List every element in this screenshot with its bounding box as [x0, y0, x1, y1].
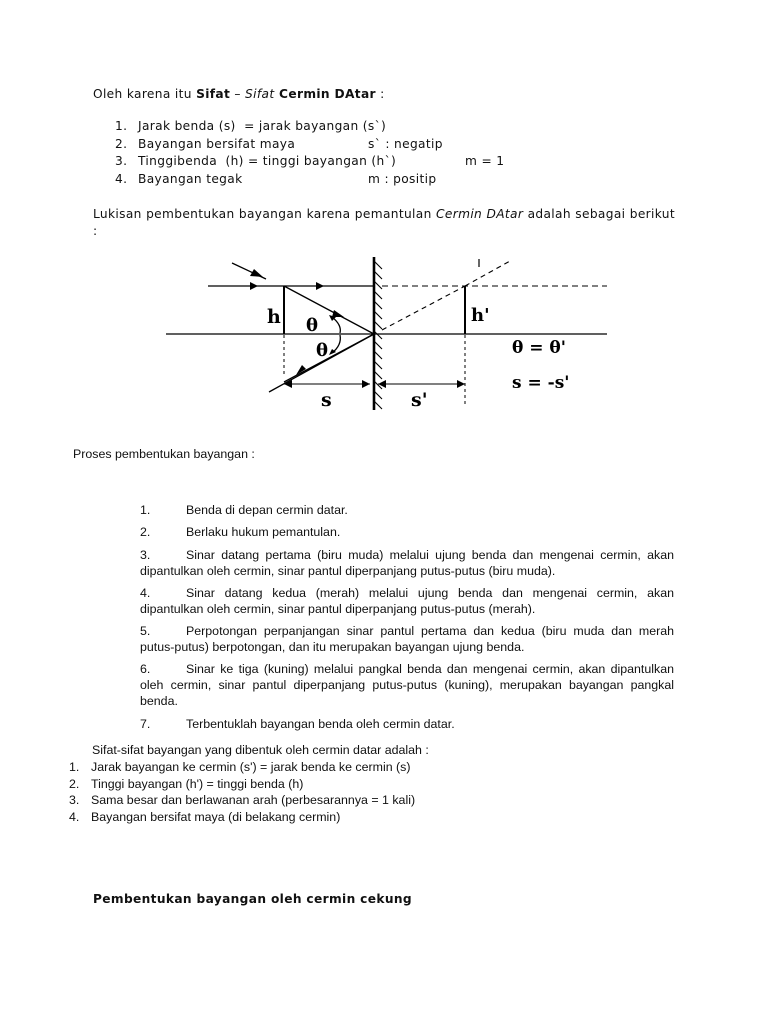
intro-bold-sifat: Sifat — [196, 87, 231, 101]
list-item: 5. Perpotongan perpanjangan sinar pantul pertama dan kedua (biru muda dan merah putus-putus) berpotongan, dan itu merupakan bayangan ujung benda. — [140, 624, 674, 655]
list-item: 2. Bayangan bersifat maya s` : negatip — [115, 136, 443, 151]
ray-arrowhead — [250, 282, 258, 290]
label-s: s — [321, 389, 332, 410]
intro-italic-sifat: Sifat — [245, 87, 275, 101]
intro-bold-cermin: Cermin DAtar — [274, 87, 376, 101]
intro-line — [93, 87, 385, 101]
list-item: 1. Jarak benda (s) = jarak bayangan (s`) — [115, 119, 387, 133]
list-item: 3. Tinggibenda (h) = tinggi bayangan (h`) m = 1 — [115, 154, 505, 168]
list-item: 2. Berlaku hukum pemantulan. — [140, 525, 341, 540]
label-theta-reflected: θ — [316, 340, 329, 361]
intro-dash: – — [230, 87, 246, 101]
label-h-prime: h' — [471, 305, 490, 326]
list-item: 2. Tinggi bayangan (h') = tinggi benda (h) — [69, 776, 304, 791]
sifat-list — [115, 119, 504, 189]
equation-theta: θ = θ' — [512, 338, 566, 358]
equation-s: s = -s' — [512, 373, 570, 393]
proses-title: Proses pembentukan bayangan : — [73, 447, 255, 461]
label-h: h — [267, 306, 281, 328]
ray-arrowhead — [332, 310, 344, 317]
proses-list — [140, 502, 674, 738]
intro-suffix: : — [375, 87, 385, 101]
list-item: 3. Sama besar dan berlawanan arah (perbesarannya = 1 kali) — [69, 793, 416, 807]
cekung-heading: Pembentukan bayangan oleh cermin cekung — [93, 892, 412, 906]
list-item: 7. Terbentuklah bayangan benda oleh cermin datar. — [140, 716, 455, 731]
list-item: 1. Benda di depan cermin datar. — [140, 503, 348, 517]
ray-arrowhead — [250, 269, 263, 277]
label-theta-incident: θ — [306, 315, 319, 336]
list-item: 4. Bayangan bersifat maya (di belakang cermin) — [69, 809, 341, 824]
ray-arrowhead — [316, 282, 324, 290]
list-item: 1. Jarak bayangan ke cermin (s') = jarak benda ke cermin (s) — [69, 760, 411, 774]
list-item: 3. Sinar datang pertama (biru muda) melalui ujung benda dan mengenai cermin, akan dipantulkan oleh cermin, sinar pantul diperpanjang putus-putus (biru muda). — [140, 547, 674, 578]
label-s-prime: s' — [411, 389, 428, 410]
sifat2-list — [69, 760, 415, 826]
plane-mirror-diagram — [166, 255, 607, 410]
virtual-ray-extension — [382, 286, 465, 330]
list-item: 6. Sinar ke tiga (kuning) melalui pangkal benda dan mengenai cermin, akan dipantulkan oleh cermin, sinar pantul diperpanjang putus-putus (kuning), merupakan bayangan pangkal benda. — [140, 662, 674, 709]
lukisan-paragraph: Lukisan pembentukan bayangan karena pemantulan Cermin DAtar adalah sebagai berikut : — [93, 207, 675, 238]
virtual-ray-extension-top — [465, 261, 510, 286]
lukisan-italic: Cermin DAtar — [436, 207, 524, 221]
list-item: 4. Bayangan tegak m : positip — [115, 171, 437, 186]
intro-prefix: Oleh karena itu — [93, 87, 197, 101]
list-item: 4. Sinar datang kedua (merah) melalui ujung benda dan mengenai cermin, akan dipantulkan oleh cermin, sinar pantul diperpanjang putus-putus (merah). — [140, 585, 674, 616]
ray-to-mirror — [284, 286, 374, 334]
sifat2-title: Sifat-sifat bayangan yang dibentuk oleh cermin datar adalah : — [92, 743, 429, 757]
